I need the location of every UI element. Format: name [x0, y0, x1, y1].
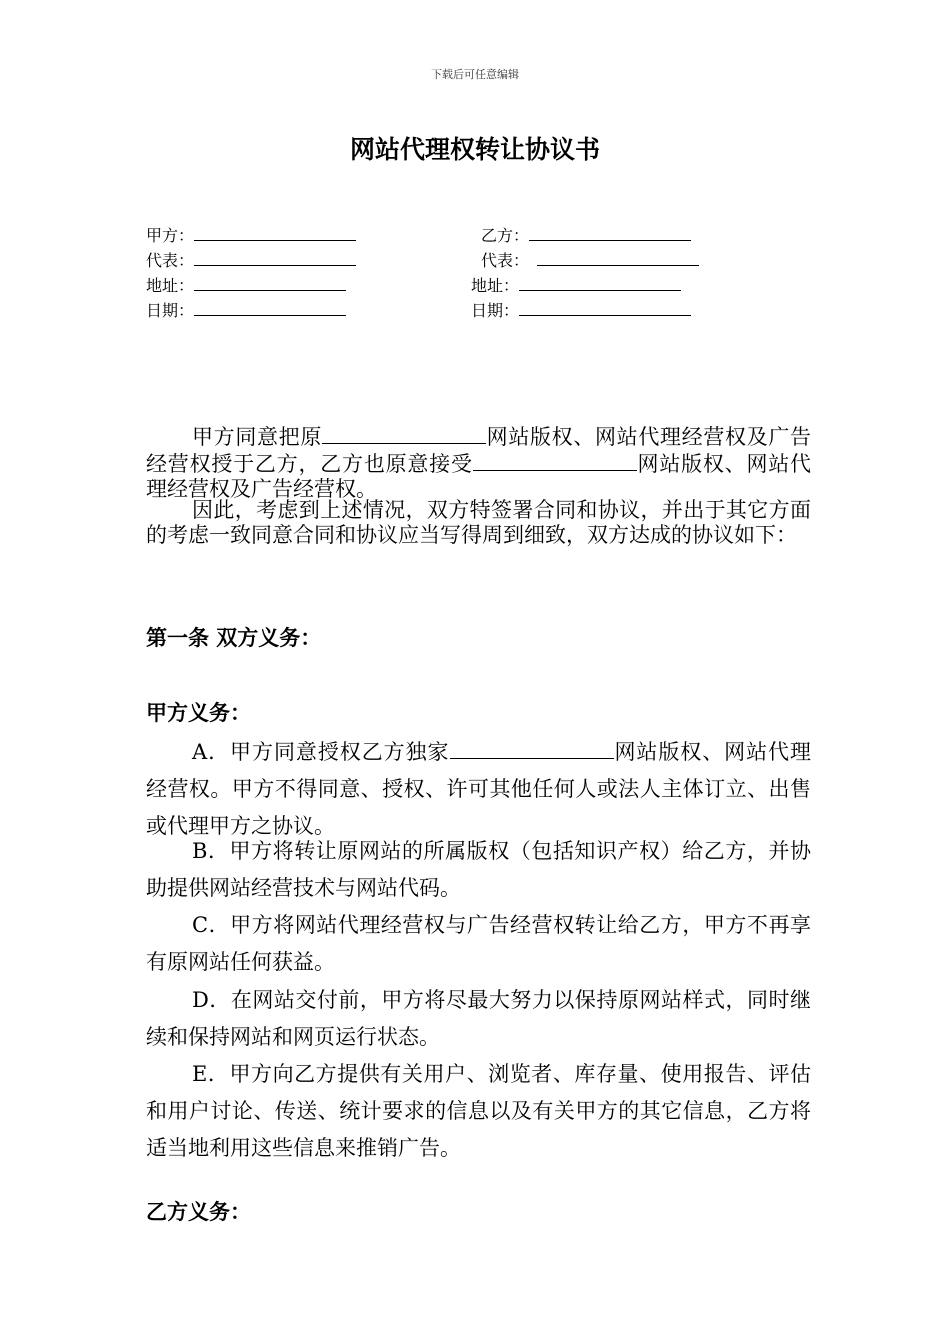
party-a-name-field — [146, 226, 356, 246]
intro-p1-text-b: 网站版权、网站代理经营权及广告经营权授于乙方，乙方也原意接受 — [146, 425, 811, 476]
party-b-address-field — [471, 276, 681, 296]
party-b-rep-blank — [537, 251, 699, 266]
website-name-blank-2 — [473, 450, 637, 471]
party-a-date-label: 日期： — [146, 301, 195, 320]
party-a-name-label: 甲方： — [146, 226, 195, 245]
clause-a-text-1: A．甲方同意授权乙方独家 — [192, 740, 450, 764]
party-a-address-field — [146, 276, 346, 296]
party-b-rep-field — [481, 251, 699, 271]
clause-d: D．在网站交付前，甲方将尽最大努力以保持原网站样式，同时继续和保持网站和网页运行状态。 — [146, 988, 811, 1049]
clause-c: C．甲方将网站代理经营权与广告经营权转让给乙方，甲方不再享有原网站任何获益。 — [146, 913, 811, 974]
party-b-name-field — [481, 226, 691, 246]
party-b-name-blank — [529, 226, 691, 241]
article-1-heading: 第一条 双方义务： — [146, 626, 322, 650]
website-name-blank — [322, 423, 486, 444]
intro-p1-text-c: 网站版权、网站代理经营权及广告经营权。 — [146, 452, 812, 501]
party-b-address-blank — [519, 276, 681, 291]
party-b-name-label: 乙方： — [481, 226, 530, 245]
party-a-rep-label: 代表： — [146, 251, 195, 270]
party-a-obligations-heading: 甲方义务： — [146, 701, 251, 725]
party-a-date-blank — [194, 301, 346, 316]
party-a-rep-blank — [194, 251, 356, 266]
party-a-name-blank — [194, 226, 356, 241]
clause-a — [146, 734, 811, 845]
header-note: 下载后可任意编辑 — [431, 68, 519, 81]
party-a-address-label: 地址： — [146, 276, 195, 295]
intro-paragraph-2: 因此，考虑到上述情况，双方特签署合同和协议，并出于其它方面的考虑一致同意合同和协议应当写得周到细致，双方达成的协议如下： — [146, 498, 811, 547]
party-b-date-label: 日期： — [471, 301, 520, 320]
party-b-date-field — [471, 301, 691, 321]
party-b-date-blank — [519, 301, 691, 316]
party-a-date-field — [146, 301, 346, 321]
party-b-obligations-heading: 乙方义务： — [146, 1200, 251, 1224]
party-a-address-blank — [194, 276, 346, 291]
party-b-rep-label: 代表： — [481, 251, 530, 270]
clause-e: E．甲方向乙方提供有关用户、浏览者、库存量、使用报告、评估和用户讨论、传送、统计要求的信息以及有关甲方的其它信息，乙方将适当地利用这些信息来推销广告。 — [146, 1062, 811, 1160]
document-title: 网站代理权转让协议书 — [349, 135, 600, 164]
intro-paragraph-1 — [146, 423, 811, 502]
intro-p1-text-a: 甲方同意把原 — [192, 425, 322, 449]
party-b-address-label: 地址： — [471, 276, 520, 295]
clause-b: B．甲方将转让原网站的所属版权（包括知识产权）给乙方，并协助提供网站经营技术与网站代码。 — [146, 839, 811, 900]
clause-a-blank — [450, 738, 614, 759]
party-a-rep-field — [146, 251, 356, 271]
clause-a-text-2: 网站版权、网站代理经营权。甲方不得同意、授权、许可其他任何人或法人主体订立、出售或代理甲方之协议。 — [146, 740, 811, 838]
